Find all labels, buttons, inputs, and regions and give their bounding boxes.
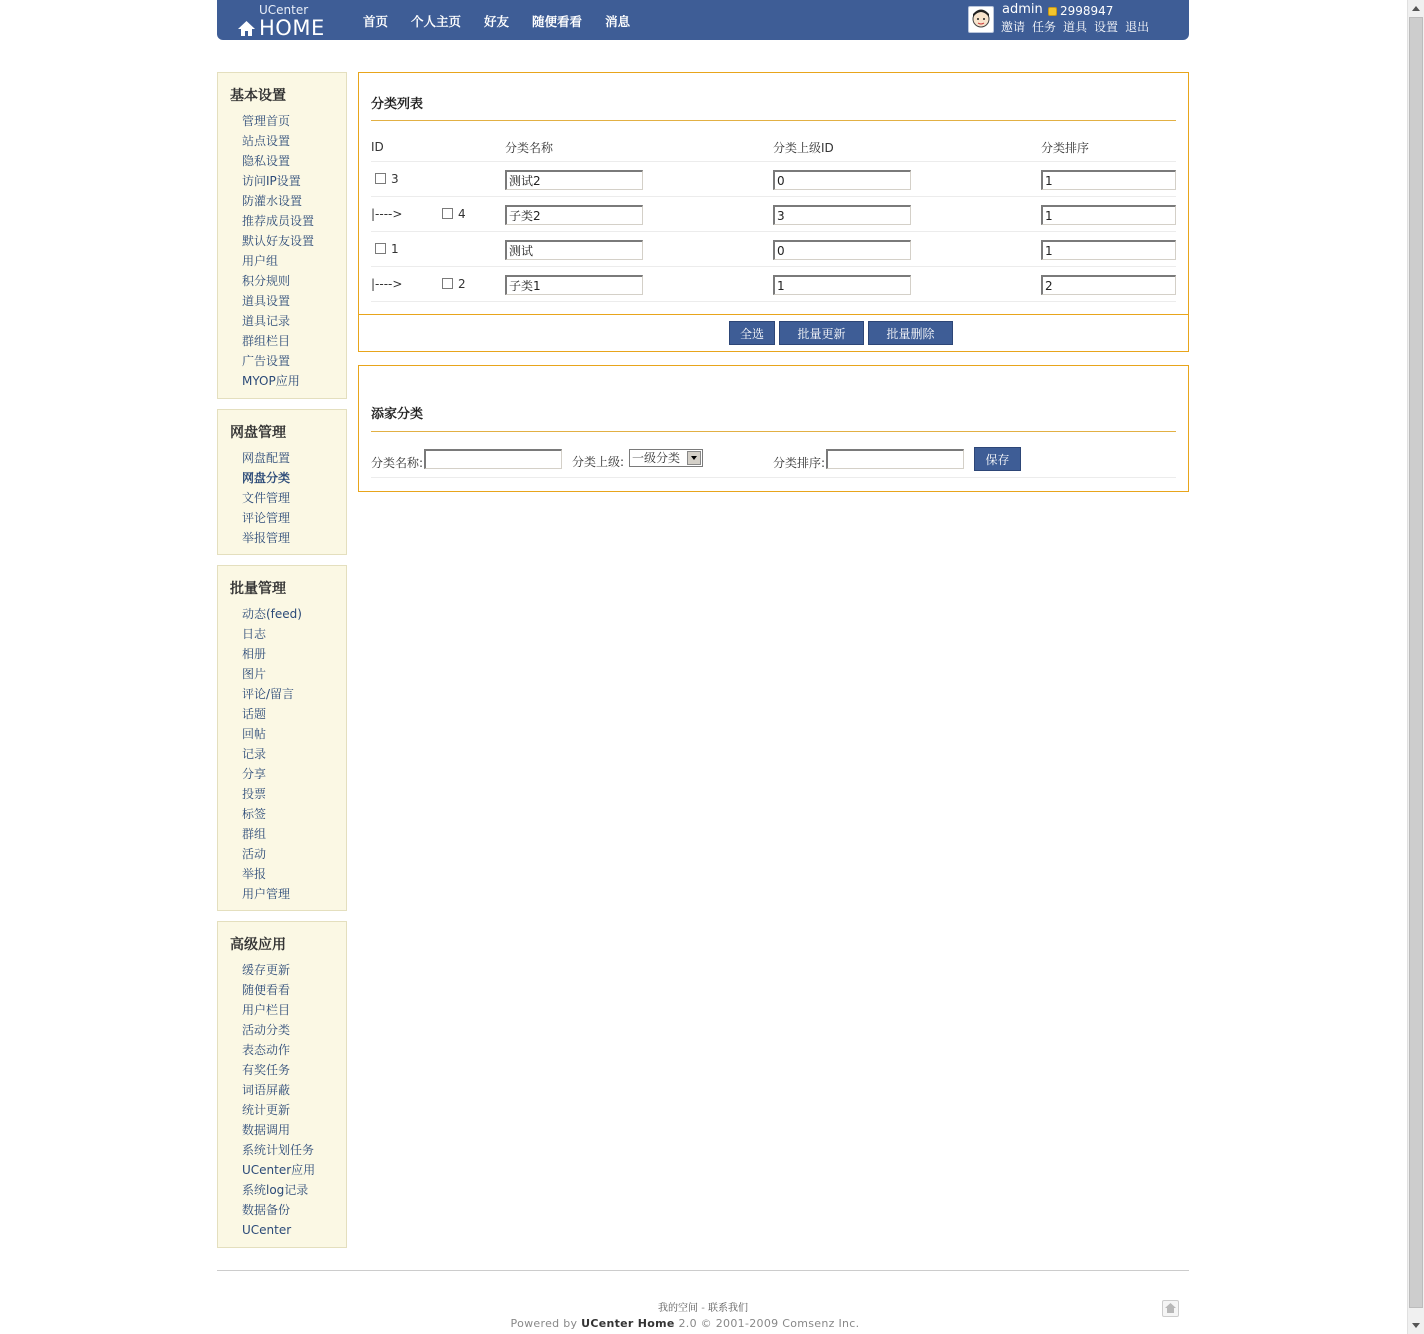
col-header-name: 分类名称 — [505, 141, 554, 155]
powered-by: Powered by UCenter Home 2.0 © 2001-2009 Comsenz Inc. — [510, 1317, 860, 1330]
new-category-name-input[interactable] — [424, 449, 562, 469]
row-divider — [371, 301, 1176, 302]
sidebar-item-report[interactable]: 举报 — [242, 867, 267, 881]
sidebar-item-tag[interactable]: 标签 — [242, 807, 267, 821]
row-id: 1 — [391, 242, 399, 256]
panel-title: 分类列表 — [371, 97, 424, 112]
sidebar-item-myop[interactable]: MYOP应用 — [242, 374, 300, 388]
order-label: 分类排序: — [773, 456, 826, 470]
nav-browse[interactable]: 随便看看 — [532, 14, 583, 29]
sidebar-item-log[interactable]: 系统log记录 — [242, 1183, 309, 1197]
row-checkbox[interactable] — [442, 208, 453, 219]
order-input[interactable]: 1 — [1041, 205, 1176, 225]
company-name[interactable]: Comsenz Inc. — [782, 1317, 860, 1330]
link-props[interactable]: 道具 — [1063, 20, 1088, 34]
sidebar-item-comment-manage[interactable]: 评论管理 — [242, 511, 291, 525]
sidebar-item-netdisk-category[interactable]: 网盘分类 — [242, 471, 291, 485]
batch-delete-button[interactable]: 批量删除 — [868, 321, 953, 345]
sidebar-section-batch — [217, 565, 347, 911]
sidebar-item-cron[interactable]: 系统计划任务 — [242, 1143, 315, 1157]
home-icon — [237, 20, 256, 37]
sidebar-item-task[interactable]: 有奖任务 — [242, 1063, 291, 1077]
sidebar-item-network[interactable]: 随便看看 — [242, 983, 291, 997]
logo-big-text: HOME — [259, 16, 325, 40]
category-name-input[interactable]: 测试 — [505, 240, 643, 260]
sidebar-item-ucenter[interactable]: UCenter — [242, 1223, 292, 1237]
sidebar-item-share[interactable]: 分享 — [242, 767, 267, 781]
coin-icon — [1048, 7, 1057, 16]
link-logout[interactable]: 退出 — [1125, 20, 1150, 34]
link-settings[interactable]: 设置 — [1094, 20, 1119, 34]
sidebar-item-default-friends[interactable]: 默认好友设置 — [242, 234, 315, 248]
sidebar-section-netdisk — [217, 409, 347, 555]
sidebar-item-ads[interactable]: 广告设置 — [242, 354, 291, 368]
parent-id-input[interactable]: 3 — [773, 205, 911, 225]
sidebar-item-mtag[interactable]: 群组 — [242, 827, 267, 841]
vertical-scrollbar[interactable] — [1407, 0, 1424, 1334]
scroll-down-arrow-icon[interactable] — [1408, 1317, 1424, 1334]
title-divider — [371, 120, 1176, 121]
sidebar-item-censor[interactable]: 词语屏蔽 — [242, 1083, 291, 1097]
row-divider — [371, 161, 1176, 162]
category-name-input[interactable]: 子类2 — [505, 205, 643, 225]
footer-link-contact[interactable]: 联系我们 — [707, 1303, 748, 1314]
nav-home[interactable]: 首页 — [363, 14, 389, 29]
row-id: 2 — [458, 277, 466, 291]
title-divider — [371, 431, 1176, 432]
parent-id-input[interactable]: 0 — [773, 170, 911, 190]
sidebar-item-ip-access[interactable]: 访问IP设置 — [242, 174, 301, 188]
nav-friends[interactable]: 好友 — [484, 14, 510, 29]
row-divider — [371, 231, 1176, 232]
child-indicator: |----> — [371, 207, 403, 221]
row-checkbox[interactable] — [375, 243, 386, 254]
sidebar-item-usergroups[interactable]: 用户组 — [242, 254, 279, 268]
user-face-icon — [969, 7, 993, 32]
footer-divider — [217, 1270, 1189, 1271]
category-name-input[interactable]: 子类1 — [505, 275, 643, 295]
link-invite[interactable]: 邀请 — [1001, 20, 1026, 34]
sidebar-item-file-manage[interactable]: 文件管理 — [242, 491, 291, 505]
parent-label: 分类上级: — [572, 455, 625, 469]
sidebar-item-comment[interactable]: 评论/留言 — [242, 687, 295, 701]
go-top-button[interactable] — [1162, 1300, 1179, 1317]
top-header — [217, 0, 1189, 40]
row-id: 3 — [391, 172, 399, 186]
sidebar-item-app[interactable]: UCenter应用 — [242, 1163, 316, 1177]
row-divider — [371, 266, 1176, 267]
chevron-down-icon[interactable] — [687, 451, 701, 465]
panel-footer-divider — [359, 314, 1188, 315]
sidebar-item-feed[interactable]: 动态(feed) — [242, 607, 302, 621]
order-input[interactable]: 2 — [1041, 275, 1176, 295]
sidebar-item-event[interactable]: 活动 — [242, 847, 267, 861]
add-category-panel — [358, 365, 1189, 492]
parent-category-select[interactable] — [629, 449, 703, 467]
sidebar-item-props-settings[interactable]: 道具设置 — [242, 294, 291, 308]
col-header-order: 分类排序 — [1041, 141, 1090, 155]
batch-update-button[interactable]: 批量更新 — [779, 321, 864, 345]
col-header-parent-id: 分类上级ID — [773, 141, 834, 155]
user-box — [968, 2, 1188, 37]
scroll-thumb[interactable] — [1409, 17, 1423, 1308]
top-nav — [363, 12, 653, 30]
nav-my-space[interactable]: 个人主页 — [411, 14, 462, 29]
sidebar-item-recommend-members[interactable]: 推荐成员设置 — [242, 214, 315, 228]
sidebar-item-poll[interactable]: 投票 — [242, 787, 267, 801]
sidebar-item-blog[interactable]: 日志 — [242, 627, 267, 641]
sidebar-item-stat[interactable]: 统计更新 — [242, 1103, 291, 1117]
sidebar-section-title: 高级应用 — [230, 937, 286, 953]
sidebar-item-anti-flood[interactable]: 防灌水设置 — [242, 194, 303, 208]
sidebar-item-credit-rules[interactable]: 积分规则 — [242, 274, 291, 288]
sidebar-item-props-log[interactable]: 道具记录 — [242, 314, 291, 328]
parent-id-input[interactable]: 1 — [773, 275, 911, 295]
order-input[interactable]: 1 — [1041, 170, 1176, 190]
col-header-id: ID — [371, 140, 384, 154]
sidebar-section-title: 批量管理 — [230, 581, 286, 597]
sidebar-item-eventclass[interactable]: 活动分类 — [242, 1023, 291, 1037]
logo-small-text: UCenter — [259, 3, 309, 17]
user-links — [1001, 18, 1156, 35]
sidebar-item-post[interactable]: 回帖 — [242, 727, 267, 741]
parent-select-value: 一级分类 — [632, 451, 681, 465]
sidebar-item-site-settings[interactable]: 站点设置 — [242, 134, 291, 148]
sidebar-item-backup[interactable]: 数据备份 — [242, 1203, 291, 1217]
save-button[interactable]: 保存 — [974, 447, 1021, 471]
sidebar-item-cache[interactable]: 缓存更新 — [242, 963, 291, 977]
sidebar-item-report-manage[interactable]: 举报管理 — [242, 531, 291, 545]
avatar[interactable] — [968, 6, 994, 33]
footer-link-space[interactable]: 我的空间 — [658, 1303, 698, 1314]
sidebar-item-admin-home[interactable]: 管理首页 — [242, 114, 291, 128]
sidebar-item-pic[interactable]: 图片 — [242, 667, 267, 681]
select-all-button[interactable]: 全选 — [729, 321, 775, 345]
sidebar-item-thread[interactable]: 话题 — [242, 707, 267, 721]
sidebar-section-title: 网盘管理 — [230, 425, 286, 441]
sidebar-item-group-columns[interactable]: 群组栏目 — [242, 334, 291, 348]
panel-title: 添家分类 — [371, 407, 424, 422]
sidebar-item-netdisk-config[interactable]: 网盘配置 — [242, 451, 291, 465]
new-order-input[interactable] — [826, 449, 964, 469]
parent-id-input[interactable]: 0 — [773, 240, 911, 260]
sidebar-item-click[interactable]: 表态动作 — [242, 1043, 291, 1057]
home-icon — [1163, 1301, 1178, 1316]
nav-messages[interactable]: 消息 — [605, 14, 631, 29]
row-checkbox[interactable] — [375, 173, 386, 184]
sidebar-item-block[interactable]: 数据调用 — [242, 1123, 291, 1137]
scroll-up-arrow-icon[interactable] — [1408, 0, 1424, 17]
sidebar-item-space[interactable]: 用户管理 — [242, 887, 291, 901]
credit-value: 2998947 — [1060, 4, 1114, 18]
sidebar-item-profilefield[interactable]: 用户栏目 — [242, 1003, 291, 1017]
product-name[interactable]: UCenter Home — [581, 1317, 675, 1330]
sidebar-item-album[interactable]: 相册 — [242, 647, 267, 661]
order-input[interactable]: 1 — [1041, 240, 1176, 260]
row-checkbox[interactable] — [442, 278, 453, 289]
category-name-input[interactable]: 测试2 — [505, 170, 643, 190]
child-indicator: |----> — [371, 277, 403, 291]
sidebar-item-doing[interactable]: 记录 — [242, 747, 267, 761]
link-tasks[interactable]: 任务 — [1032, 20, 1057, 34]
row-divider — [371, 196, 1176, 197]
row-divider — [371, 477, 1176, 478]
category-list-panel — [358, 72, 1189, 352]
username[interactable]: admin — [1002, 2, 1043, 17]
name-label: 分类名称: — [371, 456, 424, 470]
row-id: 4 — [458, 207, 466, 221]
sidebar-section-basic — [217, 72, 347, 399]
footer-links: 我的空间 - 联系我们 — [658, 1303, 748, 1314]
sidebar-section-title: 基本设置 — [230, 88, 286, 104]
sidebar-item-privacy[interactable]: 隐私设置 — [242, 154, 291, 168]
sidebar-section-advanced — [217, 921, 347, 1248]
